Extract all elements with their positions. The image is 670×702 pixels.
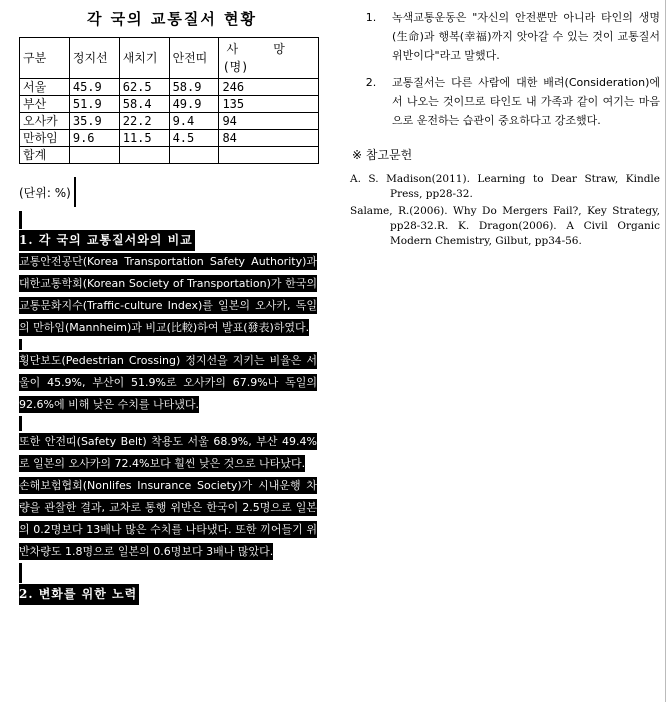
table-cell (169, 147, 219, 164)
unit-note (19, 177, 321, 207)
table-cell: 서울 (20, 79, 70, 96)
reference-item: A. S. Madison(2011). Learning to Dear Straw, Kindle Press, pp28-32. (350, 173, 660, 200)
body-paragraph[interactable]: 교통안전공단(Korea Transportation Safety Authority)과 대한교통학회(Korean Society of Transportation)가 한국의 교통문화지수(Traffic-culture Index)를 일본의 오사카, 독일의 만하임(Mannheim)과 비교(比較)하여 발표(發表)하였다. (19, 255, 317, 334)
table-cell (219, 147, 319, 164)
note-number: 1. (365, 11, 377, 24)
table-cell (69, 147, 119, 164)
table-row (20, 96, 319, 113)
reference-item: Salame, R.(2006). Why Do Mergers Fail?, Key Strategy, pp28-32.R. K. Dragon(2006). A Civil Organic Modern Chemistry, Gilbut, pp34-56. (350, 205, 660, 247)
unit-text: (단위: %) (19, 185, 71, 200)
list-item (350, 8, 660, 65)
selection-gap (19, 339, 22, 350)
table-cell: 만하임 (20, 130, 70, 147)
table-cell: 58.4 (119, 96, 169, 113)
selection-gap (19, 211, 22, 229)
references-title: ※ 참고문헌 (352, 148, 413, 162)
references-list (350, 172, 660, 249)
table-cell: 합계 (20, 147, 70, 164)
table-cell: 35.9 (69, 113, 119, 130)
table-header-row (20, 38, 319, 79)
table-cell: 부산 (20, 96, 70, 113)
header-cell-deaths (219, 38, 319, 79)
body-paragraph[interactable]: 횡단보도(Pedestrian Crossing) 정지선을 지키는 비율은 서울이 45.9%, 부산이 51.9%로 오사카의 67.9%나 독일의 92.6%에 비해 낮은 수치를 나타냈다. (19, 354, 317, 411)
right-column (350, 8, 660, 251)
header-cell: 정지선 (69, 38, 119, 79)
text-cursor (74, 177, 76, 207)
table-cell: 62.5 (119, 79, 169, 96)
table-cell (119, 147, 169, 164)
section-heading-1[interactable]: 1. 각 국의 교통질서와의 비교 (19, 230, 195, 251)
header-cell: 안전띠 (169, 38, 219, 79)
table-row (20, 79, 319, 96)
left-column (19, 8, 321, 605)
table-row (20, 113, 319, 130)
table-cell: 22.2 (119, 113, 169, 130)
header-deaths-label: 사 망 (226, 42, 299, 56)
table-cell: 11.5 (119, 130, 169, 147)
table-cell: 58.9 (169, 79, 219, 96)
header-cell: 새치기 (119, 38, 169, 79)
selection-gap (19, 416, 22, 431)
table-title: 각 국의 교통질서 현황 (86, 10, 258, 28)
table-row (20, 130, 319, 147)
header-deaths-unit: (명) (222, 60, 249, 74)
table-cell: 45.9 (69, 79, 119, 96)
table-cell: 오사카 (20, 113, 70, 130)
table-cell: 49.9 (169, 96, 219, 113)
list-item (350, 73, 660, 130)
stats-table (19, 37, 319, 164)
table-cell: 9.4 (169, 113, 219, 130)
note-text: 교통질서는 다른 사람에 대한 배려(Consideration)에서 나오는 것이므로 타인도 내 가족과 같이 여기는 마음으로 운전하는 습관이 중요하다고 강조했다. (392, 76, 660, 127)
table-cell: 51.9 (69, 96, 119, 113)
note-number: 2. (365, 76, 377, 89)
body-paragraph[interactable]: 손해보험협회(Nonlifes Insurance Society)가 시내운행 차량을 관찰한 결과, 교차로 통행 위반은 한국이 2.5명으로 일본의 0.2명보다 13배나 많은 수치를 나타냈다. 또한 끼어들기 위반차량도 1.8명으로 일본의 0.6명보다 3배나 많았다. (19, 479, 317, 558)
table-row-total (20, 147, 319, 164)
selection-gap (19, 563, 22, 583)
note-text: 녹색교통운동은 "자신의 안전뿐만 아니라 타인의 생명(生命)과 행복(幸福)까지 앗아갈 수 있는 것이 교통질서 위반이다"라고 말했다. (392, 11, 660, 62)
body-paragraph[interactable]: 또한 안전띠(Safety Belt) 착용도 서울 68.9%, 부산 49.4%로 일본의 오사카의 72.4%보다 훨씬 낮은 것으로 나타났다. (19, 435, 317, 470)
table-cell: 135 (219, 96, 319, 113)
section-heading-2[interactable]: 2. 변화를 위한 노력 (19, 584, 139, 605)
table-cell: 4.5 (169, 130, 219, 147)
notes-list (350, 8, 660, 130)
table-cell: 94 (219, 113, 319, 130)
header-cell: 구분 (20, 38, 70, 79)
page-edge-divider (665, 0, 666, 702)
table-cell: 84 (219, 130, 319, 147)
table-cell: 246 (219, 79, 319, 96)
table-cell: 9.6 (69, 130, 119, 147)
